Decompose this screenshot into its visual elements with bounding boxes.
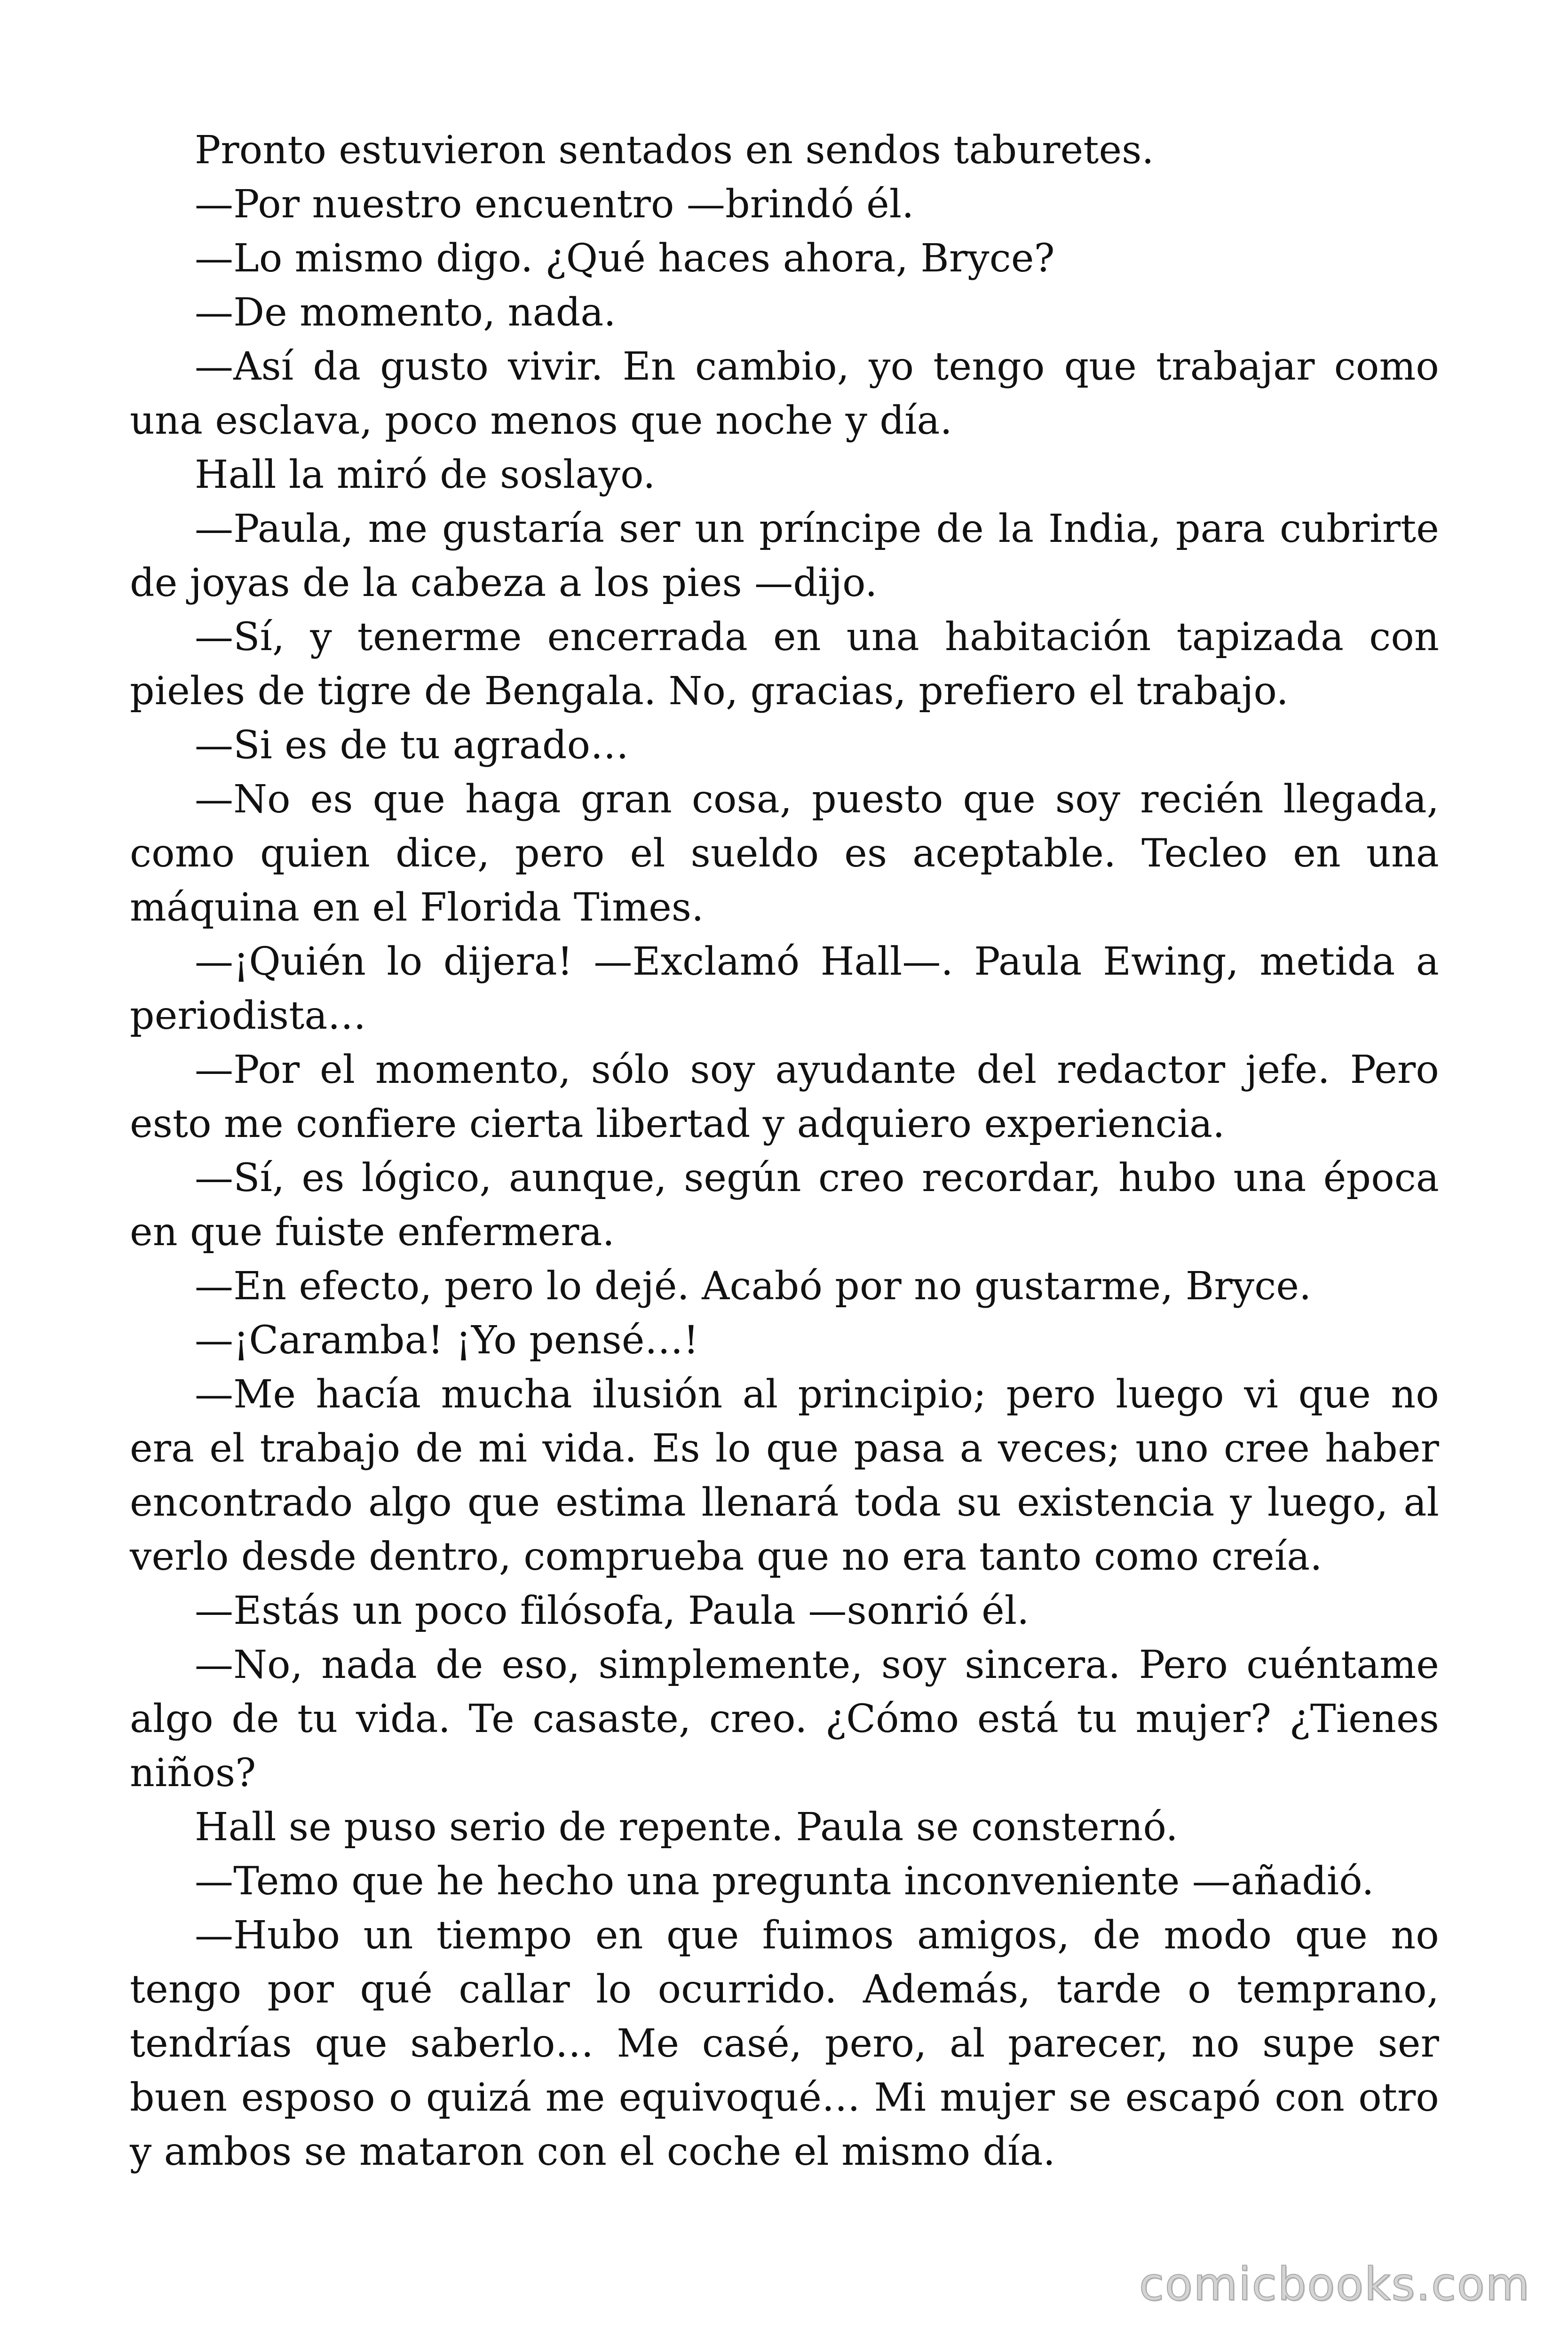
paragraph: —No es que haga gran cosa, puesto que soy recién llegada, como quien dice, pero el sueldo es aceptable. Tecleo en una máquina en el Florida Times. [130,777,1439,930]
paragraph: Pronto estuvieron sentados en sendos taburetes. [195,128,1154,173]
paragraph: —Así da gusto vivir. En cambio, yo tengo que trabajar como una esclava, poco menos que noche y día. [130,344,1439,443]
page-body [130,123,1439,2179]
paragraph: —¡Quién lo dijera! —Exclamó Hall—. Paula Ewing, metida a periodista… [130,939,1439,1038]
paragraph: —Lo mismo digo. ¿Qué haces ahora, Bryce? [195,236,1055,281]
paragraph: —¡Caramba! ¡Yo pensé…! [195,1318,699,1363]
paragraph: —Por el momento, sólo soy ayudante del redactor jefe. Pero esto me confiere cierta libertad y adquiero experiencia. [130,1048,1439,1146]
paragraph: —Sí, es lógico, aunque, según creo recordar, hubo una época en que fuiste enfermera. [130,1156,1439,1255]
paragraph: —Sí, y tenerme encerrada en una habitación tapizada con pieles de tigre de Bengala. No, gracias, prefiero el trabajo. [130,615,1439,714]
paragraph: —Si es de tu agrado… [195,723,629,768]
paragraph: —Hubo un tiempo en que fuimos amigos, de modo que no tengo por qué callar lo ocurrido. Además, tarde o temprano, tendrías que saberlo… Me casé, pero, al parecer, no supe ser buen esposo o quizá me equivoqué… Mi mujer se escapó con otro y ambos se mataron con el coche el mismo día. [130,1913,1439,2174]
paragraph: Hall se puso serio de repente. Paula se consternó. [195,1805,1178,1850]
paragraph: —Me hacía mucha ilusión al principio; pero luego vi que no era el trabajo de mi vida. Es lo que pasa a veces; uno cree haber encontrado algo que estima llenará toda su existencia y luego, al verlo desde dentro, comprueba que no era tanto como creía. [130,1372,1439,1579]
paragraph: —No, nada de eso, simplemente, soy sincera. Pero cuéntame algo de tu vida. Te casaste, creo. ¿Cómo está tu mujer? ¿Tienes niños? [130,1643,1439,1796]
paragraph: —De momento, nada. [195,290,616,335]
paragraph: —Paula, me gustaría ser un príncipe de la India, para cubrirte de joyas de la cabeza a los pies —dijo. [130,507,1439,605]
paragraph: —Estás un poco filósofa, Paula —sonrió él. [195,1589,1029,1633]
paragraph: —Por nuestro encuentro —brindó él. [195,182,914,227]
paragraph: —En efecto, pero lo dejé. Acabó por no gustarme, Bryce. [195,1264,1312,1309]
paragraph: Hall la miró de soslayo. [195,453,656,497]
paragraph: —Temo que he hecho una pregunta inconveniente —añadió. [195,1859,1374,1904]
watermark: comicbooks.com [1139,2258,1530,2311]
